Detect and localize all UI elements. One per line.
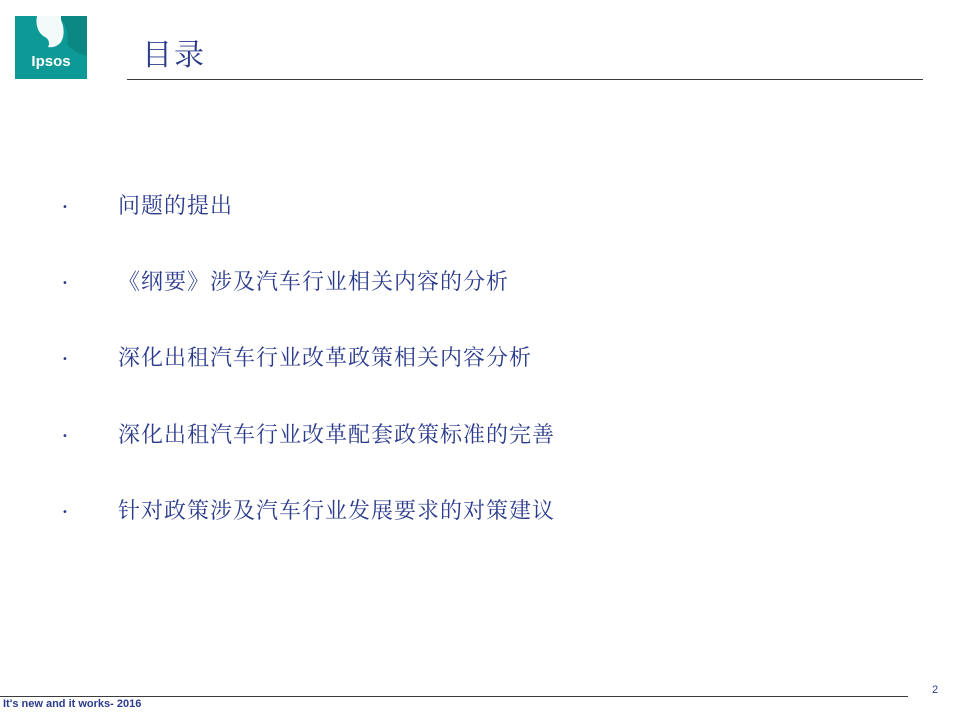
bullet-icon: • bbox=[62, 354, 68, 365]
footer-divider bbox=[0, 696, 908, 697]
list-item-text: 深化出租汽车行业改革配套政策标准的完善 bbox=[118, 423, 556, 448]
bullet-icon: • bbox=[62, 431, 68, 442]
bullet-icon: • bbox=[62, 202, 68, 213]
page-number: 2 bbox=[932, 684, 939, 696]
bullet-icon: • bbox=[62, 507, 68, 518]
title-divider bbox=[127, 79, 923, 80]
footer-tagline: It's new and it works- 2016 bbox=[3, 698, 142, 710]
page-title: 目录 bbox=[142, 38, 206, 73]
bullet-icon: • bbox=[62, 278, 68, 289]
list-item-text: 《纲要》涉及汽车行业相关内容的分析 bbox=[118, 270, 510, 295]
list-item-text: 针对政策涉及汽车行业发展要求的对策建议 bbox=[118, 499, 556, 524]
logo-text: Ipsos bbox=[31, 53, 71, 70]
ipsos-logo-icon bbox=[15, 16, 87, 79]
list-item-text: 深化出租汽车行业改革政策相关内容分析 bbox=[118, 346, 533, 371]
list-item-text: 问题的提出 bbox=[118, 194, 234, 219]
